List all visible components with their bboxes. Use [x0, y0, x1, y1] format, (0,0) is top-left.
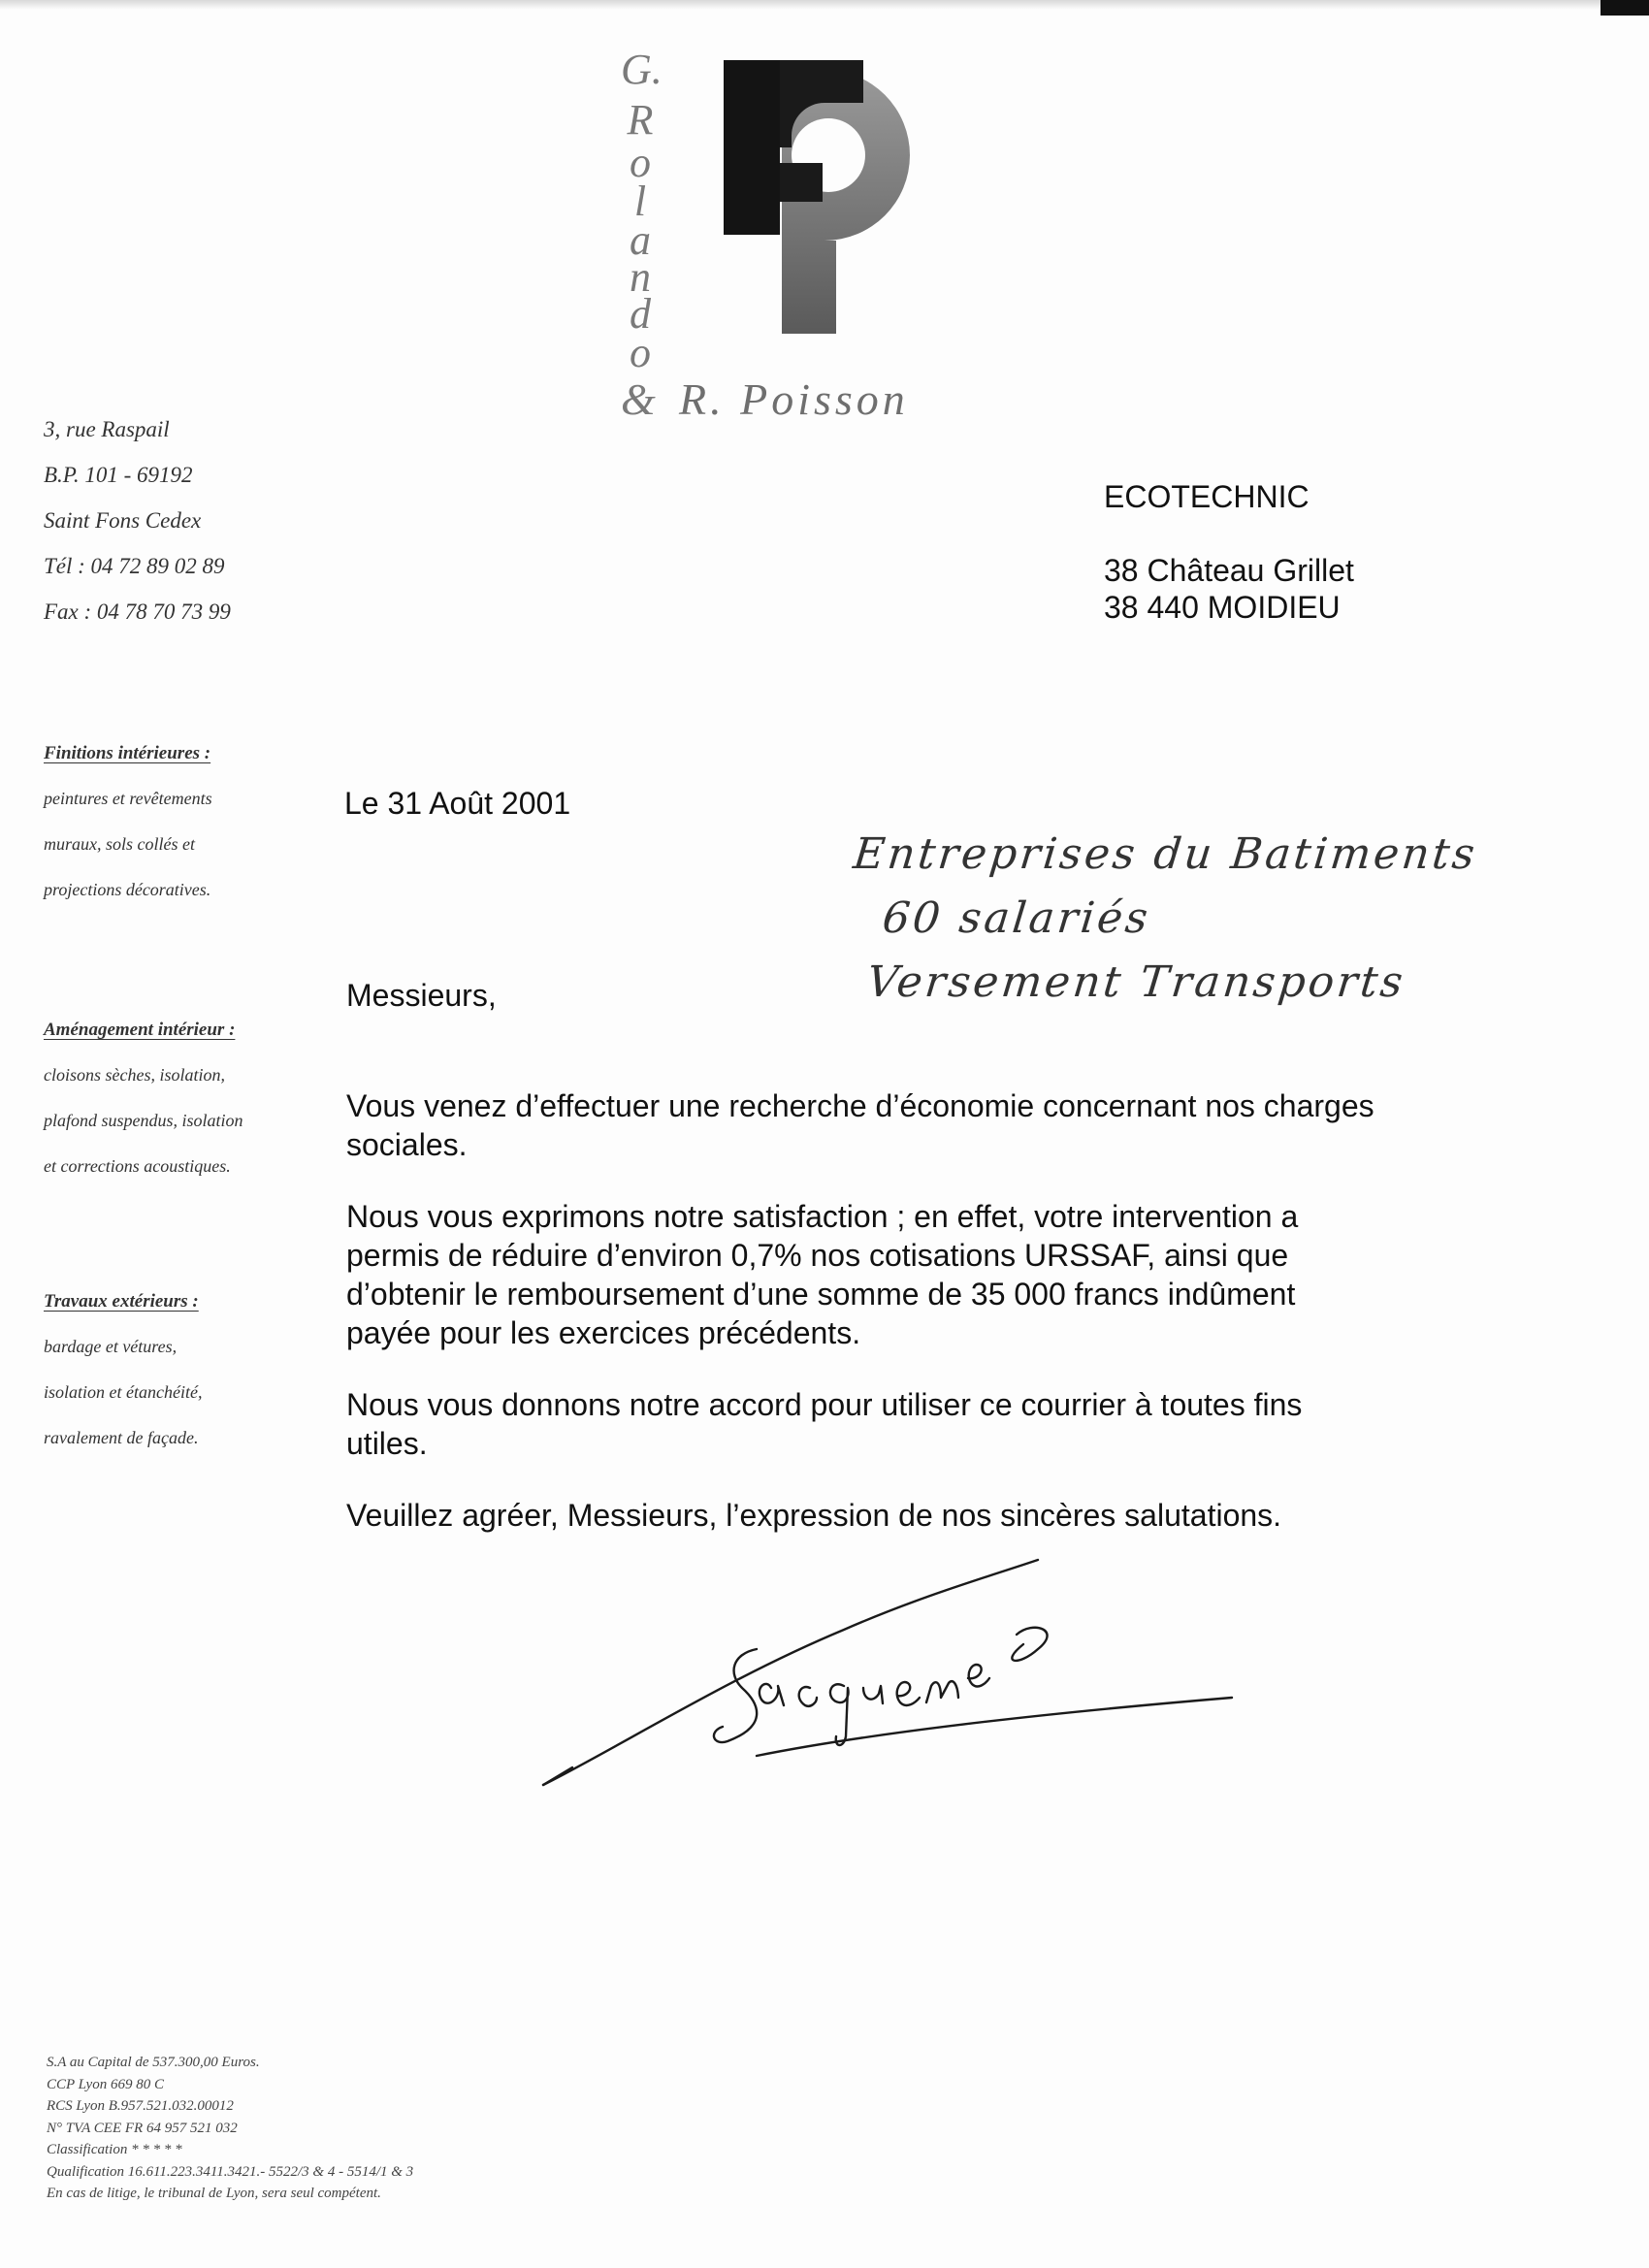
footer-line: S.A au Capital de 537.300,00 Euros.	[47, 2055, 260, 2070]
footer-line: Qualification 16.611.223.3411.3421.- 5522/3 & 4 - 5514/1 & 3	[47, 2163, 414, 2180]
footer-line: Classification * * * * *	[47, 2142, 182, 2157]
service-section	[44, 742, 212, 923]
footer-line: N° TVA CEE FR 64 957 521 032	[47, 2120, 238, 2136]
handwritten-note	[851, 823, 1480, 1015]
body-paragraph: Vous venez d’effectuer une recherche d’économie concernant nos charges sociales.	[346, 1088, 1374, 1162]
scan-corner-mark	[1600, 0, 1649, 16]
logo-letter: d	[630, 290, 651, 338]
service-line: cloisons sèches, isolation,	[44, 1065, 225, 1085]
logo-letter: l	[633, 178, 647, 225]
service-line: et corrections acoustiques.	[44, 1156, 231, 1176]
logo-letter: o	[630, 329, 651, 376]
logo-letter: R	[627, 96, 654, 144]
footer-line: RCS Lyon B.957.521.032.00012	[47, 2098, 234, 2114]
service-line: plafond suspendus, isolation	[44, 1111, 243, 1130]
service-line: bardage et vétures,	[44, 1337, 178, 1356]
address-line: 3, rue Raspail	[44, 417, 170, 441]
recipient-address	[1104, 478, 1354, 626]
letter-greeting: Messieurs,	[346, 978, 497, 1013]
service-line: muraux, sols collés et	[44, 834, 195, 854]
body-paragraph: Nous vous donnons notre accord pour utiliser ce courrier à toutes fins utiles.	[346, 1387, 1303, 1461]
handwritten-line: Entreprises du Batiments	[851, 829, 1480, 879]
letter-date: Le 31 Août 2001	[344, 786, 571, 821]
body-paragraph: Nous vous exprimons notre satisfaction ; en effet, votre intervention a permis de réduire d’environ 0,7% nos cotisations URSSAF, ainsi que d’obtenir le remboursement d’une somme de 35 000 francs indûment payée pour les exercices précédents.	[346, 1199, 1299, 1350]
service-line: ravalement de façade.	[44, 1428, 199, 1447]
service-title: Aménagement intérieur :	[44, 1020, 236, 1040]
logo-letter: a	[630, 216, 651, 264]
logo-letter: n	[630, 253, 651, 301]
footer-line: En cas de litige, le tribunal de Lyon, sera seul compétent.	[47, 2186, 381, 2201]
service-title: Finitions intérieures :	[44, 743, 211, 763]
company-logo	[611, 46, 931, 432]
handwritten-line: Versement Transports	[864, 957, 1408, 1007]
letter-body	[346, 1086, 1374, 1568]
service-section	[44, 1290, 202, 1472]
body-paragraph: Veuillez agréer, Messieurs, l’expression de nos sincères salutations.	[346, 1498, 1282, 1533]
footer-line: CCP Lyon 669 80 C	[47, 2076, 164, 2092]
service-section	[44, 1019, 243, 1200]
handwritten-signature	[534, 1542, 1242, 1814]
scan-edge	[0, 0, 1649, 10]
service-line: projections décoratives.	[44, 880, 211, 899]
logo-letter: o	[630, 139, 651, 186]
service-line: isolation et étanchéité,	[44, 1382, 203, 1402]
logo-ampersand: &	[621, 374, 656, 424]
handwritten-line: 60 salariés	[880, 893, 1153, 943]
sender-address	[44, 415, 231, 643]
service-line: peintures et revêtements	[44, 789, 212, 808]
phone-line: Tél : 04 72 89 02 89	[44, 554, 225, 578]
logo-partner-name: R. Poisson	[679, 374, 909, 424]
service-title: Travaux extérieurs :	[44, 1291, 199, 1312]
recipient-street: 38 Château Grillet	[1104, 553, 1354, 588]
recipient-company: ECOTECHNIC	[1104, 479, 1310, 514]
address-line: B.P. 101 - 69192	[44, 463, 193, 487]
fax-line: Fax : 04 78 70 73 99	[44, 599, 231, 624]
logo-letter: G.	[621, 46, 663, 93]
legal-footer	[47, 2052, 413, 2205]
address-line: Saint Fons Cedex	[44, 508, 202, 533]
recipient-city: 38 440 MOIDIEU	[1104, 590, 1341, 625]
rp-logo-mark	[669, 54, 941, 345]
